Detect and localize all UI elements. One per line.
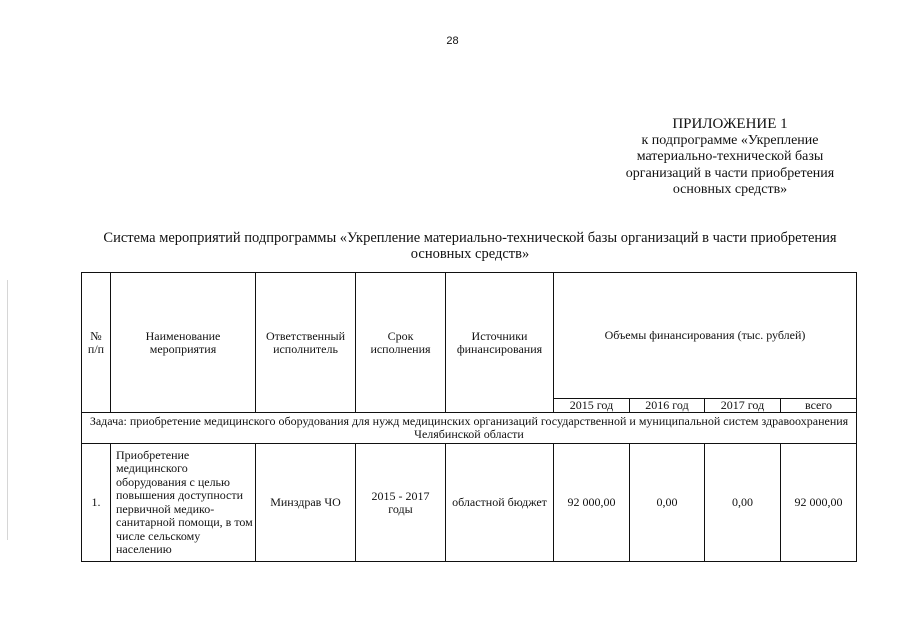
header-sources: Источники финансирования — [446, 273, 554, 413]
appendix-line: материально-технической базы — [636, 149, 824, 164]
document-title-line: основных средств» — [410, 246, 530, 262]
cell-total: 92 000,00 — [781, 444, 857, 562]
page-number: 28 — [446, 35, 459, 47]
header-funding: Объемы финансирования (тыс. рублей) — [554, 273, 857, 399]
cell-term: 2015 - 2017 годы — [356, 444, 446, 562]
header-term: Срок исполнения — [356, 273, 446, 413]
appendix-line: основных средств» — [672, 182, 788, 197]
header-num: № п/п — [82, 273, 111, 413]
scan-edge-line — [7, 280, 8, 540]
appendix-line: организаций в части приобретения — [625, 165, 835, 181]
cell-name: Приобретение медицинского оборудования с целью повышения доступности первичной медико-санитарной помощи, в том числе сельскому населению — [111, 444, 256, 562]
task-row: Задача: приобретение медицинского оборудования для нужд медицинских организаций государственной и муниципальной систем здравоохранения Челябинской области — [82, 413, 857, 444]
header-year-2015: 2015 год — [554, 399, 630, 413]
cell-executor: Минздрав ЧО — [256, 444, 356, 562]
cell-2017: 0,00 — [705, 444, 781, 562]
document-title — [60, 230, 880, 262]
cell-source: областной бюджет — [446, 444, 554, 562]
header-name: Наименование мероприятия — [111, 273, 256, 413]
cell-2016: 0,00 — [630, 444, 705, 562]
appendix-heading: ПРИЛОЖЕНИЕ 1 — [672, 116, 788, 132]
appendix-block — [600, 116, 860, 199]
header-year-2016: 2016 год — [630, 399, 705, 413]
header-executor: Ответственный исполнитель — [256, 273, 356, 413]
cell-num: 1. — [82, 444, 111, 562]
table-row — [82, 444, 857, 562]
cell-2015: 92 000,00 — [554, 444, 630, 562]
header-total: всего — [781, 399, 857, 413]
document-title-line: Система мероприятий подпрограммы «Укрепление материально-технической базы организаций в части приобретения — [103, 230, 837, 246]
measures-table — [81, 272, 857, 562]
header-year-2017: 2017 год — [705, 399, 781, 413]
appendix-line: к подпрограмме «Укрепление — [641, 132, 819, 148]
